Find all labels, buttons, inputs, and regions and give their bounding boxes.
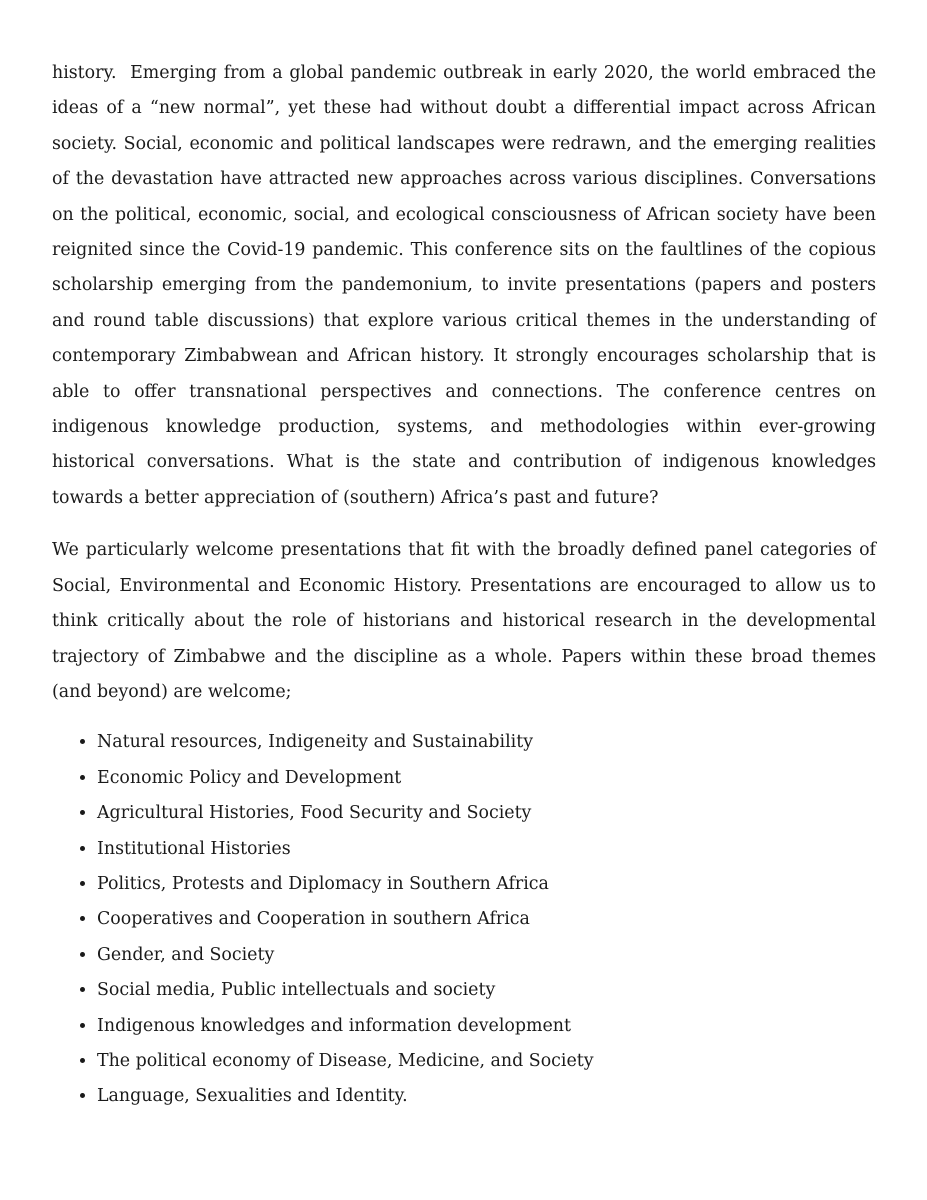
intro-paragraph: history. Emerging from a global pandemic outbreak in early 2020, the world embraced the ideas of a “new normal”, yet these had without doubt a differential impact across African society. Social, economic and political landscapes were redrawn, and the emerging realities of the devastation have attracted new approaches across various disciplines. Conversations on the political, economic, social, and ecological consciousness of African society have been reignited since the Covid-19 pandemic. This conference sits on the faultlines of the copious scholarship emerging from the pandemonium, to invite presentations (papers and posters and round table discussions) that explore various critical themes in the understanding of contemporary Zimbabwean and African history. It strongly encourages scholarship that is able to offer transnational perspectives and connections. The conference centres on indigenous knowledge production, systems, and methodologies within ever-growing historical conversations. What is the state and contribution of indigenous knowledges towards a better appreciation of (southern) Africa’s past and future? [52,63,882,508]
list-item: • Language, Sexualities and Identity. [97,1079,876,1114]
panel-categories-paragraph: We particularly welcome presentations that fit with the broadly defined panel categories of Social, Environmental and Economic History. Presentations are encouraged to allow us to think critically about the role of historians and historical research in the developmental trajectory of Zimbabwe and the discipline as a whole. Papers within these broad themes (and beyond) are welcome; [52,540,882,702]
list-item: • Social media, Public intellectuals and society [97,973,876,1008]
list-item: • Indigenous knowledges and information development [97,1009,876,1044]
list-item: • Institutional Histories [97,832,876,867]
themes-list [52,725,876,1114]
list-item: • Agricultural Histories, Food Security and Society [97,796,876,831]
list-item: • Politics, Protests and Diplomacy in Southern Africa [97,867,876,902]
list-item: • Cooperatives and Cooperation in southern Africa [97,902,876,937]
list-item: • The political economy of Disease, Medicine, and Society [97,1044,876,1079]
list-item: • Economic Policy and Development [97,761,876,796]
list-item: • Natural resources, Indigeneity and Sustainability [97,725,876,760]
document-page [52,56,882,1115]
list-item: • Gender, and Society [97,938,876,973]
